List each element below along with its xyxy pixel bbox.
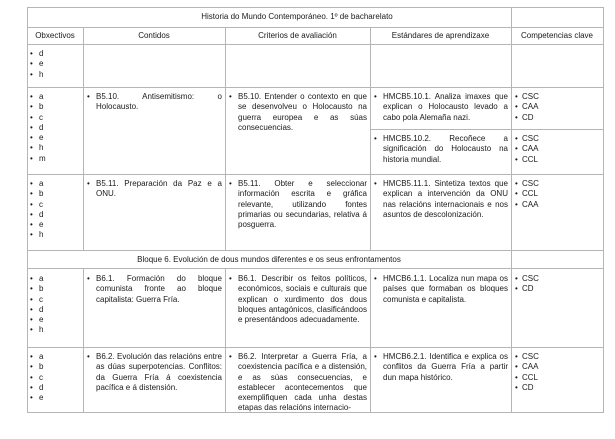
row-content xyxy=(86,92,222,128)
list-item: • b xyxy=(29,362,81,372)
list-item: • CD xyxy=(514,284,600,294)
header-standards: Estándares de aprendizaxe xyxy=(391,31,490,40)
list-item: • d xyxy=(29,123,81,133)
list-item: • HMCB5.11.1. Sintetiza textos que explican a intervención da ONU nas relacións internacionais e nos asuntos de descolonización. xyxy=(373,179,508,220)
row-standard xyxy=(373,179,508,229)
list-item: • b xyxy=(29,284,81,294)
row-competencies xyxy=(514,274,600,298)
list-item: • e xyxy=(29,133,81,143)
list-item: • B6.1. Formación do bloque comunista fronte ao bloque capitalista: Guerra Fría. xyxy=(86,274,222,305)
row-standard xyxy=(373,92,508,128)
list-item: • e xyxy=(29,220,81,230)
row-criteria xyxy=(228,274,367,344)
row-competencies xyxy=(514,352,600,400)
list-item: • B6.1. Describir os feitos políticos, económicos, sociais e culturais que explican o xurdimento dos dous bloques antagónicos, clasificándoos e presentándoos adecuadamente. xyxy=(228,274,367,325)
header-contents: Contidos xyxy=(138,31,170,40)
list-item: • a xyxy=(29,352,81,362)
list-item: • B5.10. Entender o contexto en que se desenvolveu o Holocausto na guerra europea e as súas consecuencias. xyxy=(228,92,367,132)
list-item: • b xyxy=(29,102,81,112)
list-item: • h xyxy=(29,230,81,240)
list-item: • CCL xyxy=(514,155,600,165)
row-objectives xyxy=(29,274,81,344)
row-standard xyxy=(373,274,508,314)
header-competencies: Competencias clave xyxy=(520,31,594,40)
list-item: • CSC xyxy=(514,274,600,284)
list-item: • e xyxy=(29,315,81,325)
list-item: • a xyxy=(29,179,81,189)
row-criteria xyxy=(228,92,367,132)
list-item: • HMCB5.10.2. Recoñece a significación do Holocausto na historia mundial. xyxy=(373,134,508,165)
list-item: • B6.2. Evolución das relacións entre as dúas superpotencias. Conflitos: da Guerra Fría á coexistencia pacífica e á distensión. xyxy=(86,352,222,393)
list-item: • e xyxy=(29,393,81,403)
list-item: • m xyxy=(29,154,81,164)
header-criteria: Criterios de avaliación xyxy=(258,31,337,40)
list-item: • CD xyxy=(514,383,600,393)
list-item: • CSC xyxy=(514,134,600,144)
list-item: • e xyxy=(29,59,81,69)
list-item: • c xyxy=(29,373,81,383)
row-criteria xyxy=(228,179,367,229)
list-item: • c xyxy=(29,200,81,210)
list-item: • HMCB5.10.1. Analiza imaxes que explican o Holocausto levado a cabo pola Alemaña nazi. xyxy=(373,92,508,123)
row-objectives xyxy=(29,92,81,172)
list-item: • B6.2. Interpretar a Guerra Fría, a coexistencia pacífica e a distensión, e as súas consecuencias, e establecer acontecementos que exemplifiquen cada unha destas etapas das relacións internacio- xyxy=(228,352,367,412)
list-item: • CCL xyxy=(514,189,600,199)
list-item: • CAA xyxy=(514,144,600,154)
list-item: • h xyxy=(29,70,81,80)
list-item: • d xyxy=(29,305,81,315)
row-competencies xyxy=(514,179,600,215)
row-criteria xyxy=(228,352,367,412)
list-item: • HMCB6.2.1. Identifica e explica os conflitos da Guerra Fría a partir dun mapa histórico. xyxy=(373,352,508,383)
row-content xyxy=(86,352,222,402)
row-standard xyxy=(373,134,508,172)
list-item: • CSC xyxy=(514,352,600,362)
list-item: • CD xyxy=(514,113,600,123)
list-item: • b xyxy=(29,189,81,199)
row-objectives xyxy=(29,49,81,85)
row-objectives xyxy=(29,352,81,412)
row-standard xyxy=(373,352,508,392)
list-item: • CSC xyxy=(514,179,600,189)
list-item: • h xyxy=(29,143,81,153)
list-item: • c xyxy=(29,295,81,305)
list-item: • h xyxy=(29,325,81,335)
list-item: • d xyxy=(29,383,81,393)
list-item: • CAA xyxy=(514,102,600,112)
row-competencies xyxy=(514,92,600,128)
list-item: • d xyxy=(29,210,81,220)
list-item: • d xyxy=(29,49,81,59)
list-item: • CAA xyxy=(514,200,600,210)
block-title: Bloque 6. Evolución de dous mundos diferentes e os seus enfrontamentos xyxy=(137,255,401,264)
list-item: • CCL xyxy=(514,373,600,383)
row-content xyxy=(86,274,222,314)
list-item: • c xyxy=(29,113,81,123)
row-competencies xyxy=(514,134,600,172)
list-item: • B5.11. Obter e seleccionar información escrita e gráfica relevante, utilizando fontes primarias ou secundarias, relativa á posguerra. xyxy=(228,179,367,229)
row-content xyxy=(86,179,222,209)
list-item: • a xyxy=(29,274,81,284)
list-item: • a xyxy=(29,92,81,102)
table-title: Historia do Mundo Contemporáneo. 1º de bacharelato xyxy=(201,12,393,21)
row-objectives xyxy=(29,179,81,249)
list-item: • CSC xyxy=(514,92,600,102)
list-item: • B5.11. Preparación da Paz e a ONU. xyxy=(86,179,222,200)
header-objectives: Obxectivos xyxy=(35,31,75,40)
list-item: • B5.10. Antisemitismo: o Holocausto. xyxy=(86,92,222,113)
list-item: • HMCB6.1.1. Localiza nun mapa os países que formaban os bloques comunista e capitalista. xyxy=(373,274,508,305)
list-item: • CAA xyxy=(514,362,600,372)
